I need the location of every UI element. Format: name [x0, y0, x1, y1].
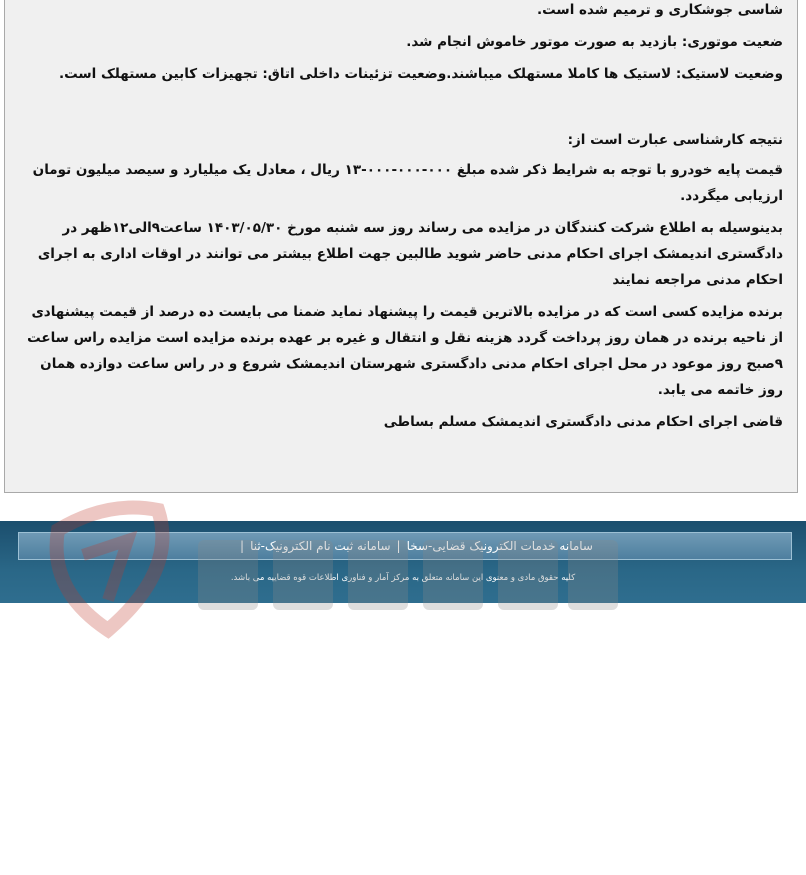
footer-separator-end: | — [240, 539, 245, 553]
paragraph-auction-notice: بدینوسیله به اطلاع شرکت کنندگان در مزایده می رساند روز سه شنبه مورخ ۱۴۰۳/۰۵/۳۰ ساعت۹الی۱۲ظهر در دادگستری اندیمشک اجرای احکام مدنی حاضر شوید طالبین جهت اطلاع بیشتر می توانند در اوقات اداری به اجرای احکام مدنی مراجعه نمایند — [37, 220, 783, 288]
paragraph-engine: ضعیت موتوری: بازدید به صورت موتور خاموش انجام شد. — [406, 34, 783, 50]
paragraph-chassis: شاسی جوشکاری و ترمیم شده است. — [537, 2, 783, 18]
paragraph-tires: وضعیت لاستیک: لاستیک ها کاملا مستهلک میباشند.وضعیت تزئینات داخلی اتاق: تجهیزات کابین مستهلک است. — [58, 66, 783, 82]
spacer — [15, 87, 783, 127]
announcement-content — [4, 0, 798, 493]
site-footer — [0, 521, 806, 603]
paragraph-judge-signature: قاضی اجرای احکام مدنی دادگستری اندیمشک مسلم بساطی — [383, 414, 783, 430]
paragraph-auction-winner: برنده مزایده کسی است که در مزایده بالاترین قیمت را پیشنهاد نماید ضمنا می بایست ده درصد از قیمت پیشنهادی از ناحیه برنده در همان روز پرداخت گردد هزینه نقل و انتقال و غیره بر عهده برنده مزایده است مزایده راس ساعت ۹صبح روز موعود در محل اجرای احکام مدنی دادگستری شهرستان اندیمشک شروع و در راس ساعت دوازده همان روز خاتمه می یابد. — [27, 304, 783, 398]
footer-copyright: کلیه حقوق مادی و معنوی این سامانه متعلق به مرکز آمار و فناوری اطلاعات قوه قضاییه می باشد. — [230, 573, 576, 583]
link-sana[interactable]: سامانه ثبت نام الکترونیک-ثنا — [250, 539, 391, 553]
footer-separator: | — [396, 539, 401, 553]
paragraph-base-price: قیمت پایه خودرو با توجه به شرایط ذکر شده مبلغ ۰۰۰-۰۰۰-۰۰۰-۱۳ ریال ، معادل یک میلیارد و سیصد میلیون تومان ارزیابی میگردد. — [32, 162, 783, 204]
footer-links-bar — [18, 532, 792, 560]
paragraph-expert-result-heading: نتیجه کارشناسی عبارت است از: — [567, 132, 783, 148]
link-sakha[interactable]: سامانه خدمات الکترونیک قضایی-سخا — [406, 539, 593, 553]
